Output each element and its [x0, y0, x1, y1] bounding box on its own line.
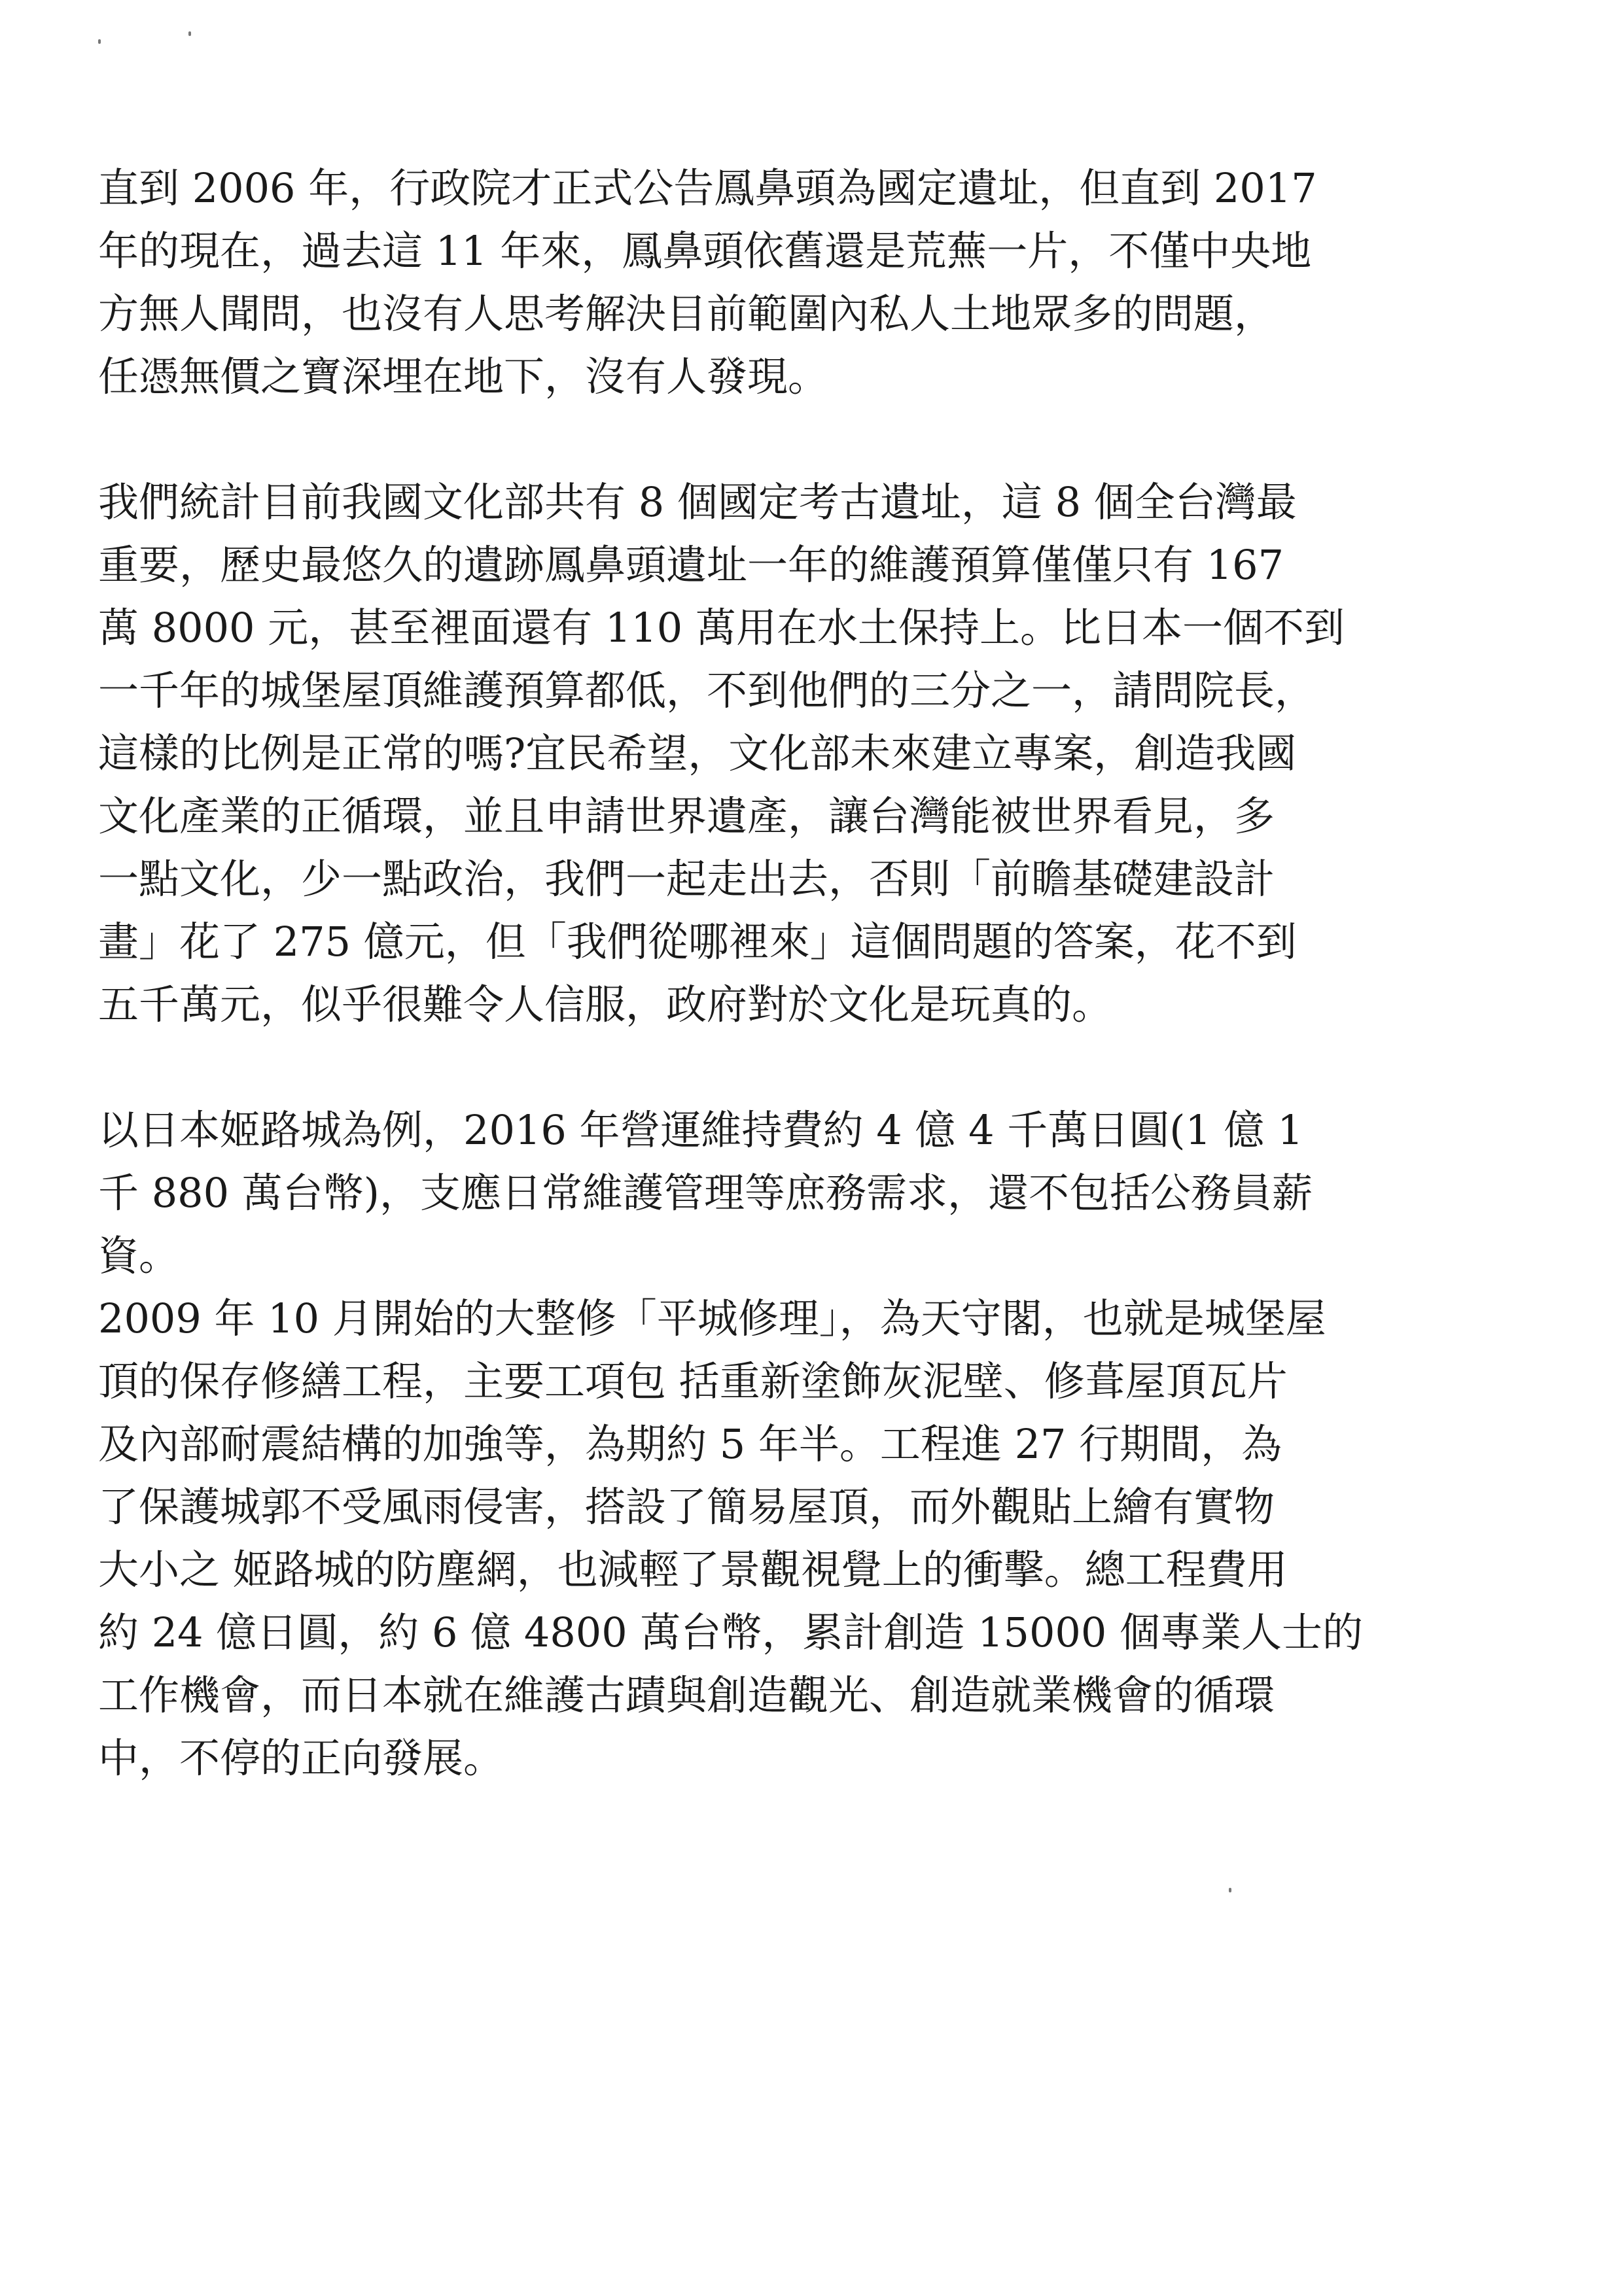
text-line: 頂的保存修繕工程，主要工項包 括重新塗飾灰泥壁、修葺屋頂瓦片: [98, 1357, 1288, 1405]
paragraph-2: [98, 471, 1525, 1036]
text-line: 直到 2006 年，行政院才正式公告鳳鼻頭為國定遺址，但直到 2017: [98, 164, 1317, 212]
text-line: 以日本姬路城為例，2016 年營運維持費約 4 億 4 千萬日圓(1 億 1: [98, 1106, 1303, 1154]
text-line: 了保護城郭不受風雨侵害，搭設了簡易屋頂，而外觀貼上繪有實物: [98, 1483, 1275, 1531]
text-line: 一千年的城堡屋頂維護預算都低，不到他們的三分之一，請問院長，: [98, 667, 1316, 714]
text-line: 萬 8000 元，甚至裡面還有 110 萬用在水土保持上。比日本一個不到: [98, 604, 1345, 652]
scan-speck: [1229, 1888, 1231, 1892]
text-line: 工作機會，而日本就在維護古蹟與創造觀光、創造就業機會的循環: [98, 1671, 1275, 1719]
paragraph-gap: [98, 1036, 1525, 1099]
text-line: 任憑無價之寶深埋在地下，沒有人發現。: [98, 353, 829, 400]
text-line: 我們統計目前我國文化部共有 8 個國定考古遺址，這 8 個全台灣最: [98, 478, 1297, 526]
paragraph-1: [98, 157, 1525, 408]
scan-speck: [188, 31, 191, 36]
text-line: 千 880 萬台幣)，支應日常維護管理等庶務需求，還不包括公務員薪: [98, 1169, 1313, 1217]
scan-speck: [98, 39, 101, 44]
text-line: 重要，歷史最悠久的遺跡鳳鼻頭遺址一年的維護預算僅僅只有 167: [98, 541, 1284, 589]
paragraph-3: [98, 1099, 1525, 1287]
document-body: [98, 157, 1525, 1790]
text-line: 資。: [98, 1232, 180, 1279]
text-line: 及內部耐震結構的加強等，為期約 5 年半。工程進 27 行期間，為: [98, 1420, 1282, 1468]
paragraph-4: [98, 1287, 1525, 1790]
text-line: 年的現在，過去這 11 年來，鳳鼻頭依舊還是荒蕪一片，不僅中央地: [98, 227, 1312, 275]
text-line: 方無人聞問，也沒有人思考解決目前範圍內私人土地眾多的問題，: [98, 290, 1275, 338]
text-line: 大小之 姬路城的防塵網，也減輕了景觀視覺上的衝擊。總工程費用: [98, 1546, 1288, 1593]
paragraph-gap: [98, 408, 1525, 471]
text-line: 文化產業的正循環，並且申請世界遺產，讓台灣能被世界看見，多: [98, 792, 1275, 840]
text-line: 約 24 億日圓，約 6 億 4800 萬台幣，累計創造 15000 個專業人士的: [98, 1609, 1364, 1656]
text-line: 中，不停的正向發展。: [98, 1734, 504, 1782]
text-line: 畫」花了 275 億元，但「我們從哪裡來」這個問題的答案，花不到: [98, 918, 1297, 965]
text-line: 五千萬元，似乎很難令人信服，政府對於文化是玩真的。: [98, 981, 1113, 1028]
text-line: 2009 年 10 月開始的大整修「平城修理」，為天守閣，也就是城堡屋: [98, 1295, 1326, 1342]
text-line: 一點文化，少一點政治，我們一起走出去，否則「前瞻基礎建設計: [98, 855, 1275, 903]
text-line: 這樣的比例是正常的嗎?宜民希望，文化部未來建立專案，創造我國: [98, 729, 1297, 777]
